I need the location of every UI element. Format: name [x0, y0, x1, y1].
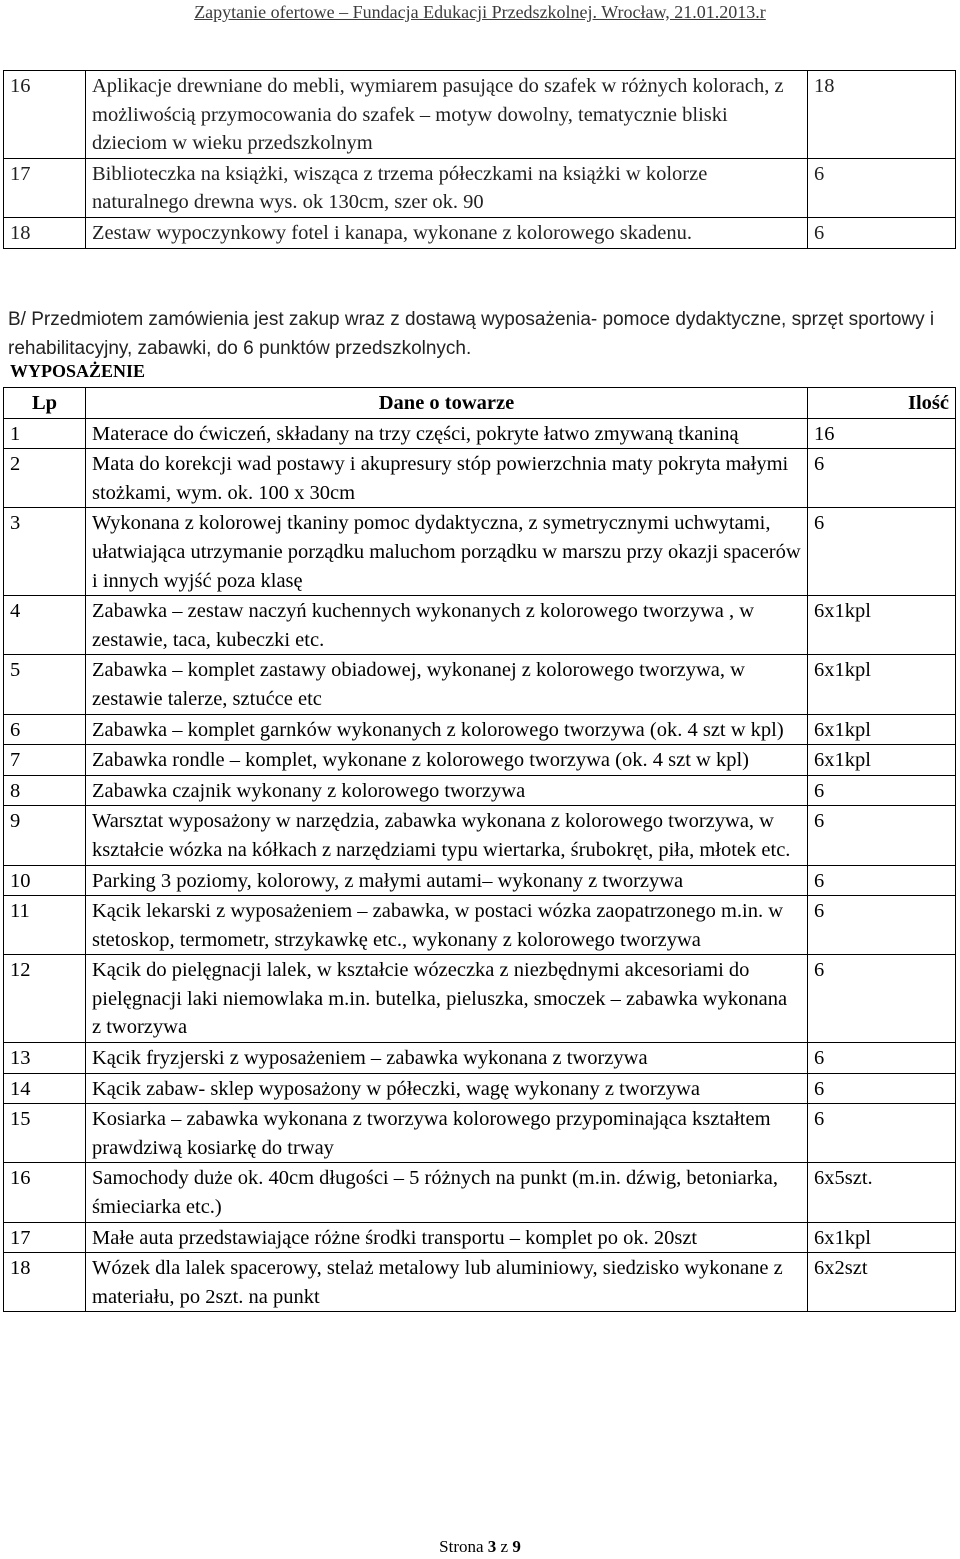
cell-lp: 14: [4, 1073, 86, 1104]
table-row: [4, 1253, 956, 1312]
cell-qty: 6x1kpl: [808, 745, 956, 776]
equipment-table: [3, 387, 956, 1312]
table-row: [4, 714, 956, 745]
table-row: [4, 806, 956, 865]
cell-qty: 6x5szt.: [808, 1163, 956, 1222]
table-row: [4, 896, 956, 955]
cell-desc: Aplikacje drewniane do mebli, wymiarem pasujące do szafek w różnych kolorach, z możliwością przymocowania do szafek – motyw dowolny, tematycznie bliski dzieciom w wieku przedszkolnym: [86, 71, 808, 159]
cell-qty: 6: [808, 158, 956, 217]
header-desc: Dane o towarze: [86, 388, 808, 419]
page-footer: [0, 1537, 960, 1557]
table-row: [4, 955, 956, 1043]
cell-qty: 6: [808, 1073, 956, 1104]
cell-desc: Zestaw wypoczynkowy fotel i kanapa, wykonane z kolorowego skadenu.: [86, 217, 808, 248]
cell-qty: 6: [808, 1043, 956, 1074]
cell-desc: Samochody duże ok. 40cm długości – 5 różnych na punkt (m.in. dźwig, betoniarka, śmieciarka etc.): [86, 1163, 808, 1222]
cell-lp: 8: [4, 775, 86, 806]
page-header: Zapytanie ofertowe – Fundacja Edukacji Przedszkolnej. Wrocław, 21.01.2013.r: [194, 2, 766, 22]
cell-desc: Biblioteczka na książki, wisząca z trzema półeczkami na książki w kolorze naturalnego drewna wys. ok 130cm, szer ok. 90: [86, 158, 808, 217]
table-row: [4, 71, 956, 159]
cell-desc: Zabawka – komplet zastawy obiadowej, wykonanej z kolorowego tworzywa, w zestawie talerze, sztućce etc: [86, 655, 808, 714]
cell-desc: Kosiarka – zabawka wykonana z tworzywa kolorowego przypominająca kształtem prawdziwą kosiarkę do trway: [86, 1104, 808, 1163]
cell-qty: 6x1kpl: [808, 714, 956, 745]
cell-lp: 16: [4, 1163, 86, 1222]
header-lp: Lp: [4, 388, 86, 419]
table-row: [4, 1104, 956, 1163]
cell-lp: 5: [4, 655, 86, 714]
cell-desc: Wózek dla lalek spacerowy, stelaż metalowy lub aluminiowy, siedzisko wykonane z materiału, po 2szt. na punkt: [86, 1253, 808, 1312]
cell-lp: 12: [4, 955, 86, 1043]
table-row: [4, 865, 956, 896]
cell-desc: Zabawka rondle – komplet, wykonane z kolorowego tworzywa (ok. 4 szt w kpl): [86, 745, 808, 776]
cell-qty: 6x2szt: [808, 1253, 956, 1312]
cell-desc: Wykonana z kolorowej tkaniny pomoc dydaktyczna, z symetrycznymi uchwytami, ułatwiająca utrzymanie porządku maluchom porządku w marszu przy okazji spacerów i innych wyjść poza klasę: [86, 508, 808, 596]
cell-qty: 6: [808, 775, 956, 806]
cell-lp: 17: [4, 158, 86, 217]
cell-qty: 6x1kpl: [808, 1222, 956, 1253]
cell-lp: 18: [4, 217, 86, 248]
cell-lp: 11: [4, 896, 86, 955]
table-row: [4, 1163, 956, 1222]
table-row: [4, 1073, 956, 1104]
cell-lp: 6: [4, 714, 86, 745]
cell-lp: 2: [4, 449, 86, 508]
cell-desc: Zabawka czajnik wykonany z kolorowego tworzywa: [86, 775, 808, 806]
cell-qty: 6: [808, 806, 956, 865]
cell-desc: Mata do korekcji wad postawy i akupresury stóp powierzchnia maty pokryta małymi stożkami, wym. ok. 100 x 30cm: [86, 449, 808, 508]
cell-desc: Materace do ćwiczeń, składany na trzy części, pokryte łatwo zmywaną tkaniną: [86, 418, 808, 449]
section-title: WYPOSAŻENIE: [10, 361, 146, 381]
table-row: [4, 1043, 956, 1074]
table-row: [4, 745, 956, 776]
intro-paragraph: B/ Przedmiotem zamówienia jest zakup wraz z dostawą wyposażenia- pomoce dydaktyczne, sprzęt sportowy i rehabilitacyjny, zabawki, do 6 punktów przedszkolnych.: [8, 309, 935, 359]
cell-qty: 6: [808, 508, 956, 596]
cell-qty: 6: [808, 217, 956, 248]
cell-qty: 18: [808, 71, 956, 159]
cell-qty: 6: [808, 955, 956, 1043]
cell-qty: 16: [808, 418, 956, 449]
cell-desc: Kącik do pielęgnacji lalek, w kształcie wózeczka z niezbędnymi akcesoriami do pielęgnacji laki niemowlaka m.in. butelka, pieluszka, smoczek – zabawka wykonana z tworzywa: [86, 955, 808, 1043]
cell-lp: 17: [4, 1222, 86, 1253]
table-row: [4, 418, 956, 449]
table-header-row: [4, 388, 956, 419]
table-row: [4, 1222, 956, 1253]
cell-qty: 6: [808, 896, 956, 955]
cell-qty: 6: [808, 449, 956, 508]
cell-lp: 16: [4, 71, 86, 159]
cell-desc: Parking 3 poziomy, kolorowy, z małymi autami– wykonany z tworzywa: [86, 865, 808, 896]
cell-desc: Kącik lekarski z wyposażeniem – zabawka, w postaci wózka zaopatrzonego m.in. w stetoskop, termometr, strzykawkę etc., wykonany z kolorowego tworzywa: [86, 896, 808, 955]
header-qty: Ilość: [808, 388, 956, 419]
table-row: [4, 655, 956, 714]
table-row: [4, 217, 956, 248]
footer-total: 9: [512, 1537, 521, 1556]
cell-lp: 10: [4, 865, 86, 896]
table-row: [4, 449, 956, 508]
cell-qty: 6x1kpl: [808, 655, 956, 714]
table-row: [4, 508, 956, 596]
cell-desc: Zabawka – komplet garnków wykonanych z kolorowego tworzywa (ok. 4 szt w kpl): [86, 714, 808, 745]
cell-lp: 18: [4, 1253, 86, 1312]
cell-desc: Warsztat wyposażony w narzędzia, zabawka wykonana z kolorowego tworzywa, w kształcie wózka na kółkach z narzędziami typu wiertarka, śrubokręt, piła, młotek etc.: [86, 806, 808, 865]
cell-lp: 4: [4, 596, 86, 655]
cell-lp: 7: [4, 745, 86, 776]
cell-desc: Małe auta przedstawiające różne środki transportu – komplet po ok. 20szt: [86, 1222, 808, 1253]
cell-desc: Kącik zabaw- sklep wyposażony w półeczki, wagę wykonany z tworzywa: [86, 1073, 808, 1104]
cell-desc: Zabawka – zestaw naczyń kuchennych wykonanych z kolorowego tworzywa , w zestawie, taca, kubeczki etc.: [86, 596, 808, 655]
cell-lp: 3: [4, 508, 86, 596]
footer-page: 3: [487, 1537, 497, 1556]
cell-lp: 9: [4, 806, 86, 865]
items-table-continued: [3, 70, 956, 249]
cell-lp: 1: [4, 418, 86, 449]
table-row: [4, 596, 956, 655]
cell-lp: 13: [4, 1043, 86, 1074]
table-row: [4, 158, 956, 217]
cell-lp: 15: [4, 1104, 86, 1163]
footer-sep: z: [500, 1537, 509, 1556]
items-table-continued-body: [4, 71, 956, 249]
cell-qty: 6: [808, 1104, 956, 1163]
cell-qty: 6x1kpl: [808, 596, 956, 655]
cell-qty: 6: [808, 865, 956, 896]
cell-desc: Kącik fryzjerski z wyposażeniem – zabawka wykonana z tworzywa: [86, 1043, 808, 1074]
equipment-table-body: [4, 418, 956, 1312]
footer-prefix: Strona: [439, 1537, 484, 1556]
table-row: [4, 775, 956, 806]
